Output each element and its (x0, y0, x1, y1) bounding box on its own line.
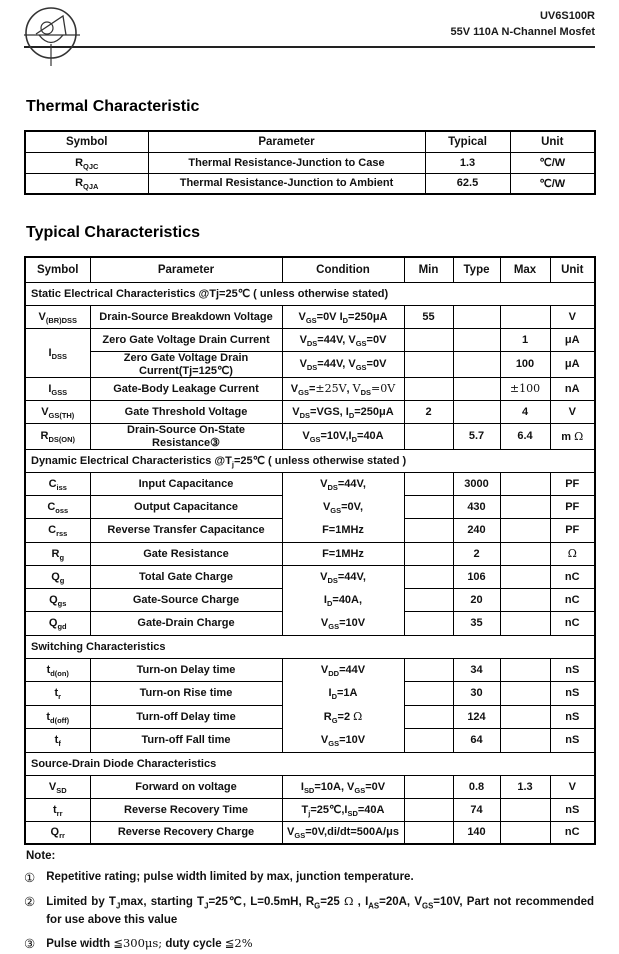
cell (500, 658, 550, 682)
cell (500, 542, 550, 565)
cell (404, 775, 453, 798)
cell: $C_{iss}$ (25, 472, 90, 495)
cell: Gate Resistance (90, 542, 282, 565)
cell (404, 798, 453, 821)
cell: 3000 (453, 472, 500, 495)
cell: Turn-off Delay time (90, 705, 282, 729)
cell (453, 400, 500, 423)
cell: nC (550, 588, 595, 611)
notes-title: Note: (26, 850, 56, 862)
table-row (25, 658, 595, 682)
cell: ±100 (500, 377, 550, 400)
cell: Reverse Transfer Capacitance (90, 519, 282, 542)
column-header: Parameter (148, 131, 425, 152)
cell: PF (550, 495, 595, 518)
cell (500, 472, 550, 495)
cell: μA (550, 328, 595, 351)
cell: Reverse Recovery Time (90, 798, 282, 821)
thermal-table (24, 130, 596, 195)
cell: PF (550, 519, 595, 542)
cell: ℃/W (510, 173, 595, 194)
cell: Forward on voltage (90, 775, 282, 798)
note-text: Repetitive rating; pulse width limited by max, junction temperature. (46, 871, 414, 883)
cell: 55 (404, 305, 453, 328)
cell: ℃/W (510, 152, 595, 173)
cell (453, 351, 500, 377)
cell (500, 798, 550, 821)
cell (500, 565, 550, 588)
cell: 5.7 (453, 423, 500, 449)
cell: $V_{GS}=0V,di/dt=500A/\mu s$ (282, 821, 404, 844)
cell: 140 (453, 821, 500, 844)
cell: 100 (500, 351, 550, 377)
cell (404, 495, 453, 518)
cell (404, 377, 453, 400)
cell (500, 705, 550, 729)
cell (500, 729, 550, 753)
column-header: Symbol (25, 131, 148, 152)
cell (500, 821, 550, 844)
cell: Turn-on Rise time (90, 682, 282, 706)
column-header: Type (453, 257, 500, 282)
cell: nS (550, 798, 595, 821)
cell: Ω (550, 542, 595, 565)
cell: Zero Gate Voltage Drain Current (90, 328, 282, 351)
cell: 74 (453, 798, 500, 821)
section-label: Source-Drain Diode Characteristics (25, 752, 595, 775)
cell: nA (550, 377, 595, 400)
cell: 240 (453, 519, 500, 542)
section-row (25, 449, 595, 472)
cell: 1.3 (425, 152, 510, 173)
cell: nS (550, 658, 595, 682)
column-header: Unit (510, 131, 595, 152)
cell: V (550, 400, 595, 423)
typical-characteristics-table (24, 256, 596, 845)
cell: Zero Gate Voltage Drain Current(Tj=125℃) (90, 351, 282, 377)
cell: 35 (453, 612, 500, 635)
cell (404, 658, 453, 682)
cell (404, 519, 453, 542)
header-row (25, 257, 595, 282)
cell: nS (550, 682, 595, 706)
cell: $t_{rr}$ (25, 798, 90, 821)
cell: Gate-Body Leakage Current (90, 377, 282, 400)
cell: nS (550, 729, 595, 753)
cell: $V_{GS}=0V$ $I_D=250\mu A$ (282, 305, 404, 328)
cell: $V_{DD}=44V$ $I_D=1A$ $R_G=2$ Ω $V_{GS}=10V$ (282, 658, 404, 752)
cell: 106 (453, 565, 500, 588)
note-bullet-icon: ① (24, 871, 36, 885)
notes-section (24, 850, 594, 954)
cell (404, 612, 453, 635)
cell (404, 821, 453, 844)
cell: $t_f$ (25, 729, 90, 753)
cell: $t_{d(on)}$ (25, 658, 90, 682)
cell (404, 542, 453, 565)
cell: $Q_{rr}$ (25, 821, 90, 844)
table-row (25, 152, 595, 173)
cell (404, 588, 453, 611)
cell: 62.5 (425, 173, 510, 194)
cell: 34 (453, 658, 500, 682)
note-bullet-icon: ③ (24, 936, 36, 951)
cell: 30 (453, 682, 500, 706)
cell (500, 588, 550, 611)
table-row (25, 565, 595, 588)
cell: $Q_g$ (25, 565, 90, 588)
part-subtitle: 55V 110A N-Channel Mosfet (450, 25, 595, 38)
cell: Output Capacitance (90, 495, 282, 518)
cell: 2 (453, 542, 500, 565)
cell: Drain-Source Breakdown Voltage (90, 305, 282, 328)
table-row (25, 400, 595, 423)
table-row (25, 821, 595, 844)
cell (500, 495, 550, 518)
table-row (25, 351, 595, 377)
cell: $t_{d(off)}$ (25, 705, 90, 729)
thermal-section-title: Thermal Characteristic (26, 98, 200, 115)
note-list (24, 868, 594, 954)
column-header: Min (404, 257, 453, 282)
cell: $R_{DS(ON)}$ (25, 423, 90, 449)
cell: $T_j=25℃,I_{SD}=40A$ (282, 798, 404, 821)
cell: 6.4 (500, 423, 550, 449)
cell (500, 612, 550, 635)
column-header: Typical (425, 131, 510, 152)
section-row (25, 282, 595, 305)
cell (404, 682, 453, 706)
cell: $V_{GS(TH)}$ (25, 400, 90, 423)
cell (404, 565, 453, 588)
header-row (25, 131, 595, 152)
column-header: Symbol (25, 257, 90, 282)
cell: $V_{DS}=44V$, $I_D=40A$, $V_{GS}=10V$ (282, 565, 404, 635)
cell: nC (550, 565, 595, 588)
cell (404, 328, 453, 351)
cell: $R_g$ (25, 542, 90, 565)
cell: 4 (500, 400, 550, 423)
cell: nC (550, 612, 595, 635)
cell: $V_{DS}=44V$, $V_{GS}=0V$, F=1MHz (282, 472, 404, 542)
table-row (25, 542, 595, 565)
cell (453, 377, 500, 400)
cell (453, 328, 500, 351)
typical-section-title: Typical Characteristics (26, 224, 201, 241)
cell: V (550, 775, 595, 798)
page-header (24, 0, 595, 48)
cell: Reverse Recovery Charge (90, 821, 282, 844)
note-text: Pulse width ≦300μs; duty cycle ≦2% (46, 935, 253, 950)
cell: $V_{DS}=44V$, $V_{GS}=0V$ (282, 328, 404, 351)
cell (404, 351, 453, 377)
note-item (24, 868, 594, 888)
cell: $V_{DS}=44V$, $V_{GS}=0V$ (282, 351, 404, 377)
cell (404, 423, 453, 449)
cell: Turn-on Delay time (90, 658, 282, 682)
cell: $R_{QJC}$ (25, 152, 148, 173)
table-row (25, 377, 595, 400)
section-row (25, 635, 595, 658)
cell (453, 305, 500, 328)
table-row (25, 798, 595, 821)
cell: $Q_{gd}$ (25, 612, 90, 635)
column-header: Parameter (90, 257, 282, 282)
part-number: UV6S100R (539, 10, 595, 22)
cell: $R_{QJA}$ (25, 173, 148, 194)
cell: Input Capacitance (90, 472, 282, 495)
table-row (25, 472, 595, 495)
cell: Gate Threshold Voltage (90, 400, 282, 423)
cell: Thermal Resistance-Junction to Case (148, 152, 425, 173)
cell: $I_{GSS}$ (25, 377, 90, 400)
column-header: Max (500, 257, 550, 282)
cell: μA (550, 351, 595, 377)
note-bullet-icon: ② (24, 895, 36, 909)
cell: $V_{GS}=10V,I_D=40A$ (282, 423, 404, 449)
cell (500, 305, 550, 328)
section-row (25, 752, 595, 775)
cell: Drain-Source On-State Resistance③ (90, 423, 282, 449)
note-item (24, 934, 594, 954)
note-text: Limited by $T_J\max$, starting $T_J=25℃$, L=0.5mH, $R_G=25$ Ω , $I_{AS}=20A$, $V_{GS}=10V$, Part not recommended for use above this value (46, 894, 595, 927)
cell: $I_{SD}=10A$, $V_{GS}=0V$ (282, 775, 404, 798)
cell: m Ω (550, 423, 595, 449)
cell: 1.3 (500, 775, 550, 798)
cell (404, 705, 453, 729)
cell: V (550, 305, 595, 328)
cell: 0.8 (453, 775, 500, 798)
cell: 20 (453, 588, 500, 611)
cell: $V_{SD}$ (25, 775, 90, 798)
cell: 1 (500, 328, 550, 351)
table-row (25, 328, 595, 351)
cell (500, 519, 550, 542)
cell: $V_{GS}=\pm 25V$, $V_{DS}=0V$ (282, 377, 404, 400)
cell: Total Gate Charge (90, 565, 282, 588)
cell: $t_r$ (25, 682, 90, 706)
cell: $V_{(BR)DSS}$ (25, 305, 90, 328)
cell: 430 (453, 495, 500, 518)
cell: $C_{rss}$ (25, 519, 90, 542)
table-row (25, 423, 595, 449)
cell: Gate-Source Charge (90, 588, 282, 611)
cell: 124 (453, 705, 500, 729)
cell: PF (550, 472, 595, 495)
cell: 2 (404, 400, 453, 423)
table-row (25, 305, 595, 328)
cell: $I_{DSS}$ (25, 328, 90, 377)
company-logo-icon (22, 4, 84, 73)
cell: $V_{DS}=VGS$, $I_D=250\mu A$ (282, 400, 404, 423)
column-header: Condition (282, 257, 404, 282)
cell: Turn-off Fall time (90, 729, 282, 753)
cell: Gate-Drain Charge (90, 612, 282, 635)
table-row (25, 173, 595, 194)
cell (404, 729, 453, 753)
note-item (24, 892, 594, 930)
cell: nS (550, 705, 595, 729)
table-row (25, 775, 595, 798)
cell: 64 (453, 729, 500, 753)
cell: $Q_{gs}$ (25, 588, 90, 611)
cell (500, 682, 550, 706)
cell: F=1MHz (282, 542, 404, 565)
document-header-text (451, 9, 595, 41)
section-label: Switching Characteristics (25, 635, 595, 658)
section-label: Static Electrical Characteristics @Tj=25℃ ( unless otherwise stated) (25, 282, 595, 305)
section-label: Dynamic Electrical Characteristics $@T_j=25℃$ ( unless otherwise stated ) (25, 449, 595, 472)
cell: $C_{oss}$ (25, 495, 90, 518)
cell: Thermal Resistance-Junction to Ambient (148, 173, 425, 194)
column-header: Unit (550, 257, 595, 282)
cell: nC (550, 821, 595, 844)
cell (404, 472, 453, 495)
